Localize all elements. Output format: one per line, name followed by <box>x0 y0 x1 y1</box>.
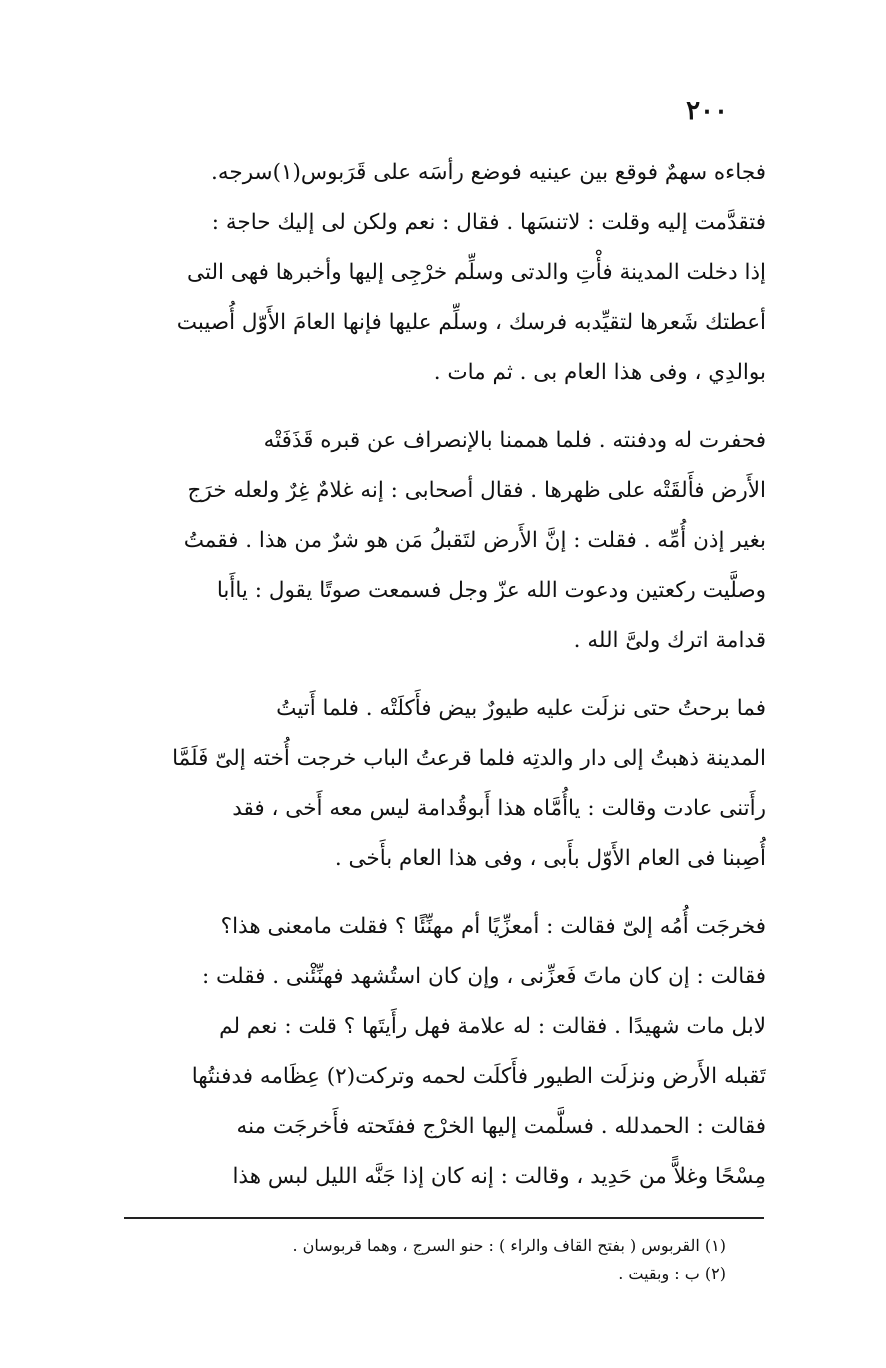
footnotes <box>126 1232 726 1288</box>
text-line: فحفرت له ودفنته . فلما هممنا بالإنصراف عن قبره قَذَفَتْه <box>263 428 766 453</box>
paragraph-3 <box>126 684 766 884</box>
page-number: ٢٠٠ <box>686 96 728 126</box>
paragraph-1 <box>126 148 766 398</box>
paragraph-2 <box>126 416 766 666</box>
main-text <box>126 148 766 1220</box>
text-line: فقالت : الحمدلله . فسلَّمت إليها الخرْج ففتَحته فأَخرجَت منه <box>236 1114 766 1139</box>
text-line: إذا دخلت المدينة فأْتِ والدتى وسلِّم خرْجِى إليها وأخبرها فهى التى <box>187 260 766 285</box>
text-line: مِسْحًا وغلاًّ من حَدِيد ، وقالت : إنه كان إذا جَنَّه الليل لبس هذا <box>232 1164 766 1189</box>
text-line: أعطتك شَعرها لتقيِّدبه فرسك ، وسلِّم عليها فإنها العامَ الأَوّل أُصيبت <box>176 310 766 335</box>
text-line: بغير إذن أُمِّه . فقلت : إنَّ الأَرض لتَقبلُ مَن هو شرٌ من هذا . فقمتُ <box>183 528 766 553</box>
text-line: فقالت : إن كان ماتَ فَعزِّنى ، وإن كان استُشهد فهنِّئْنى . فقلت : <box>201 964 766 989</box>
text-line: فخرجَت أُمُه إلىّ فقالت : أمعزِّيًا أم مهنِّئًا ؟ فقلت مامعنى هذا؟ <box>220 914 766 939</box>
text-line: فجاءه سهمٌ فوقع بين عينيه فوضع رأسَه على قَرَبوس(١)سرجه. <box>211 160 766 185</box>
footnote-2: (٢) ب : وبقيت . <box>618 1264 726 1283</box>
text-line: المدينة ذهبتُ إلى دار والدتِه فلما قرعتُ الباب خرجت أُخته إلىّ فَلَمَّا <box>172 746 766 771</box>
footnote-1: (١) القربوس ( بفتح القاف والراء ) : حنو السرج ، وهما قربوسان . <box>292 1236 726 1255</box>
text-line: فما برحتُ حتى نزلَت عليه طيورٌ بيض فأَكلَتْه . فلما أَتيتُ <box>276 696 766 721</box>
text-line: لابل مات شهيدًا . فقالت : له علامة فهل رأَيتَها ؟ قلت : نعم لم <box>219 1014 766 1039</box>
text-line: بوالدِي ، وفى هذا العام بى . ثم مات . <box>433 360 766 385</box>
text-line: فتقدَّمت إليه وقلت : لاتنسَها . فقال : نعم ولكن لى إليك حاجة : <box>211 210 766 235</box>
text-line: تَقبله الأَرض ونزلَت الطيور فأَكلَت لحمه وتركت(٢) عِظَامه فدفنتُها <box>191 1064 766 1089</box>
text-line: رأَتنى عادت وقالت : ياأُمَّاه هذا أَبوقُدامة ليس معه أَخى ، فقد <box>232 796 766 821</box>
text-line: وصلَّيت ركعتين ودعوت الله عزّ وجل فسمعت صوتًا يقول : ياأَبا <box>216 578 766 603</box>
text-line: الأَرض فأَلقَتْه على ظهرها . فقال أصحابى : إنه غلامٌ غِرٌ ولعله خرَج <box>187 478 766 503</box>
text-line: قدامة اترك ولىَّ الله . <box>573 628 766 653</box>
footnote-divider <box>124 1217 764 1219</box>
text-line: أُصِبنا فى العام الأَوّل بأَبى ، وفى هذا العام بأَخى . <box>334 846 766 871</box>
paragraph-4 <box>126 902 766 1202</box>
